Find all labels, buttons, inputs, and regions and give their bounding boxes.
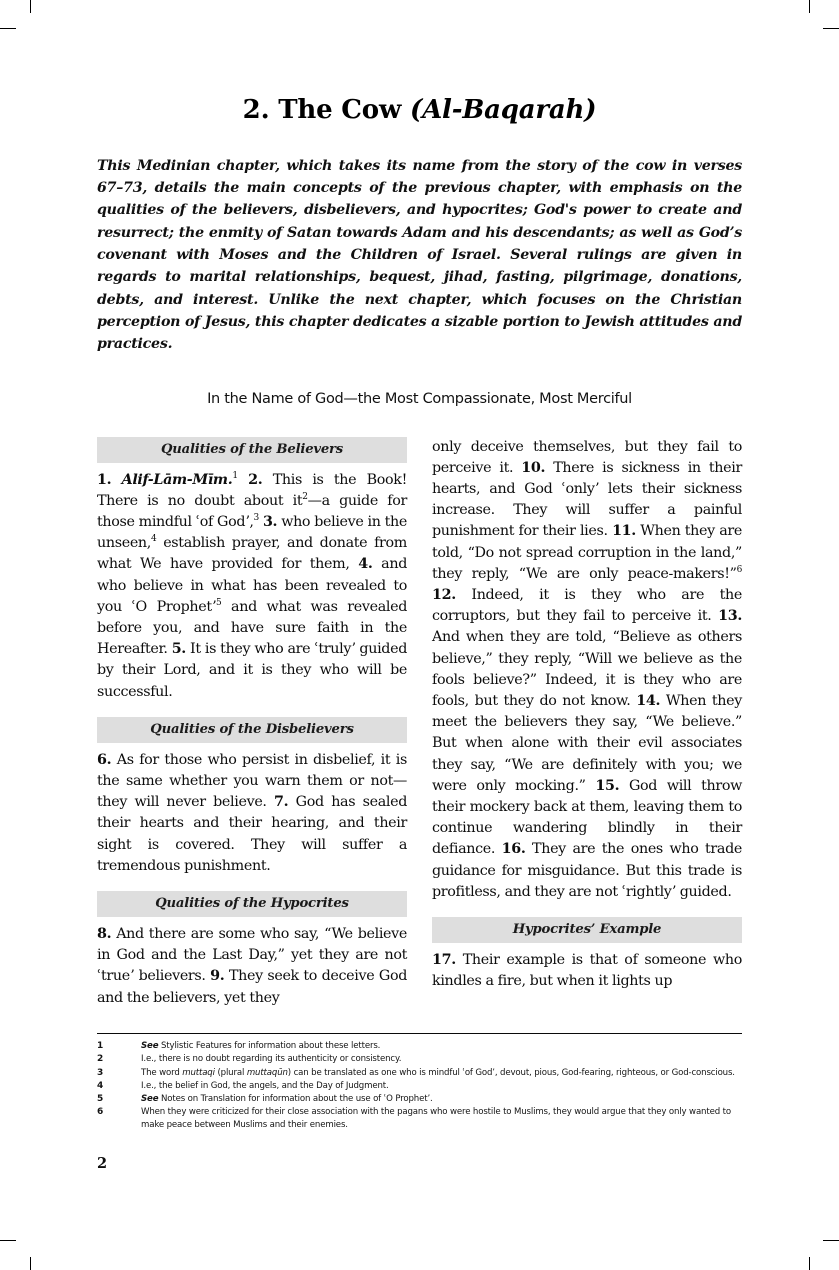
footnote-item (97, 1040, 742, 1052)
footnote-ref-4[interactable]: 4 (150, 534, 157, 545)
verse-text: They seek to deceive God and the believers, yet they (97, 968, 407, 1006)
verse-text-continued: and what was revealed before you, and have sure faith in the Hereafter. (97, 598, 407, 658)
footnote-text: I.e., the belief in God, the angels, and the Day of Judgment. (141, 1080, 389, 1091)
verse-block-hypocrites-example (432, 943, 742, 992)
verse-number: 12. (432, 586, 456, 603)
crop-mark-bottom-right-horizontal (823, 1240, 839, 1241)
footnote-ref-3[interactable]: 3 (253, 513, 259, 524)
verse-number: 2. (248, 471, 263, 488)
footnote-ref-5[interactable]: 5 (215, 598, 222, 609)
chapter-arabic-name: (Al-Baqarah) (409, 95, 597, 125)
footnote-item (97, 1067, 742, 1079)
verse-text: They are the ones who trade guidance for misguidance. But this trade is profitless, and they are not ʿrightlyʼ guided. (432, 841, 743, 900)
verse-text: There is sickness in their hearts, and God ʿonlyʼ lets their sickness increase. They will suffer a painful punishment for their lies. (432, 459, 742, 540)
crop-mark-top-left-horizontal (0, 28, 16, 29)
verse-text: When they meet the believers they say, “We believe.” But when alone with their evil associates they say, “We are definitely with you; we were only mocking.” (432, 693, 742, 794)
footnote-item (97, 1106, 742, 1131)
verse-number: 10. (521, 459, 546, 476)
footnote-item (97, 1080, 742, 1092)
footnote-number: 3 (97, 1067, 104, 1078)
footnote-body: Notes on Translation for information about the use of ʿO Prophetʼ. (158, 1094, 433, 1105)
verse-text: And when they are told, “Believe as others believe,” they reply, “Will we believe as the fools believe?” Indeed, it is they who are fools, but they do not know. (432, 629, 742, 709)
footnote-ref-6[interactable]: 6 (736, 565, 742, 576)
verse-text: It is they who are ʿtrulyʼ guided by their Lord, and it is they who will be successful. (97, 641, 408, 700)
verse-number: 5. (171, 641, 186, 658)
crop-mark-top-right-vertical (809, 0, 810, 13)
footnote-body-mid: (plural (214, 1067, 247, 1078)
footnotes-area (97, 1033, 742, 1132)
crop-mark-bottom-left-horizontal (0, 1240, 16, 1241)
two-column-body (97, 437, 742, 1039)
footnote-term-singular: muttaqi (182, 1067, 215, 1078)
page-title (97, 0, 742, 126)
footnote-body-suffix: ) can be translated as one who is mindful ʿof Godʼ, devout, pious, God-fearing, righteous, or God-conscious. (287, 1067, 735, 1078)
page-number: 2 (97, 1155, 108, 1172)
section-heading-qualities-of-the-believers: Qualities of the Believers (97, 437, 407, 463)
footnote-term-plural: muttaqūn (246, 1067, 288, 1078)
page-content (97, 0, 742, 1270)
verse-number: 1. (97, 471, 112, 488)
verse-number: 13. (718, 608, 742, 625)
right-column (432, 437, 742, 1039)
verse-text: who believe in the unseen, (97, 513, 407, 552)
crop-mark-top-left-vertical (30, 0, 31, 13)
crop-mark-top-right-horizontal (823, 28, 839, 29)
verse-number: 8. (97, 926, 112, 943)
footnote-text: When they were criticized for their close association with the pagans who were hostile to Muslims, they would argue that they only wanted to make peace between Muslims and their enemies. (141, 1107, 731, 1130)
chapter-introduction: This Medinian chapter, which takes its name from the story of the cow in verses 67–73, details the main concepts of the previous chapter, with emphasis on the qualities of the believers, disbelievers, and hypocrites; God's power to create and resurrect; the enmity of Satan towards Adam and his descendants; as well as God’s covenant with Moses and the Children of Israel. Several rulings are given in regards to marital relationships, bequest, jihad, fasting, pilgrimage, donations, debts, and interest. Unlike the next chapter, which focuses on the Christian perception of Jesus, this chapter dedicates a sizable portion to Jewish attitudes and practices. (97, 157, 742, 353)
crop-mark-bottom-left-vertical (30, 1257, 31, 1270)
verse-text: When they are told, “Do not spread corruption in the land,” they reply, “We are only peace-makers!” (432, 523, 742, 582)
footnote-text (141, 1093, 742, 1105)
verse-text-continued: —a guide for those mindful ʿof Godʼ, (97, 492, 407, 530)
verse-number: 9. (210, 968, 225, 985)
verse-number: 3. (262, 513, 278, 530)
crop-mark-bottom-right-vertical (809, 1257, 810, 1270)
verse-text: This is the Book! There is no doubt about it (97, 471, 408, 509)
verse-block-disbelievers (97, 743, 407, 877)
basmala-line: In the Name of God—the Most Compassionate, Most Merciful (207, 390, 632, 407)
footnote-number: 5 (97, 1094, 104, 1105)
footnote-text (141, 1067, 742, 1079)
footnote-text (141, 1040, 742, 1052)
footnote-number: 1 (97, 1041, 104, 1051)
section-heading-qualities-of-the-hypocrites: Qualities of the Hypocrites (97, 891, 407, 917)
verse-text: As for those who persist in disbelief, it is the same whether you warn them or not—they will never believe. (97, 751, 407, 811)
verse-text: and who believe in what has been revealed to you ʿO Prophetʼ (97, 556, 407, 615)
footnote-italic-lead: See (141, 1094, 159, 1105)
footnote-ref-1[interactable]: 1 (232, 470, 238, 481)
footnote-number: 6 (97, 1107, 104, 1118)
verse-number: 17. (432, 952, 456, 969)
verse-number: 15. (595, 777, 620, 794)
verse-number: 7. (274, 794, 289, 811)
verse-text: And there are some who say, “We believe in God and the Last Day,” yet they are not ʿtrueʼ believers. (97, 926, 407, 985)
verse-block-believers (97, 463, 407, 703)
footnote-ref-2[interactable]: 2 (302, 492, 308, 502)
verse-text: God will throw their mockery back at them, leaving them to continue wandering blindly in their defiance. (432, 777, 743, 858)
footnote-number: 4 (97, 1080, 104, 1091)
section-heading-qualities-of-the-disbelievers: Qualities of the Disbelievers (97, 717, 407, 743)
verse-transliteration: Alif-Lām-Mīm. (121, 471, 233, 488)
verse-number: 16. (501, 841, 526, 858)
footnote-item (97, 1053, 742, 1065)
verse-text-continued: establish prayer, and donate from what We have provided for them, (97, 535, 407, 573)
verse-number: 6. (97, 751, 112, 768)
footnote-text: I.e., there is no doubt regarding its authenticity or consistency. (141, 1054, 402, 1065)
verse-number: 14. (636, 693, 661, 709)
verse-text: Their example is that of someone who kindles a fire, but when it lights up (432, 952, 742, 990)
section-heading-hypocrites-example: Hypocrites’ Example (432, 917, 742, 943)
footnote-body-prefix: The word (141, 1067, 183, 1078)
verse-block-hypocrites (97, 917, 407, 1009)
verse-block-continuation (432, 437, 742, 903)
verse-text: Indeed, it is they who are the corruptors, but they fail to perceive it. (432, 586, 742, 625)
verse-text-carryover: only deceive themselves, but they fail to perceive it. (432, 438, 742, 476)
verse-number: 11. (612, 523, 636, 540)
left-column (97, 437, 407, 1039)
footnote-item (97, 1093, 742, 1105)
verse-number: 4. (358, 556, 373, 573)
footnote-body: Stylistic Features for information about these letters. (158, 1041, 381, 1051)
footnote-italic-lead: See (141, 1041, 159, 1051)
chapter-title-text: 2. The Cow (242, 95, 410, 125)
verse-text: God has sealed their hearts and their hearing, and their sight is covered. They will suffer a tremendous punishment. (97, 794, 408, 874)
footnote-number: 2 (97, 1054, 104, 1065)
